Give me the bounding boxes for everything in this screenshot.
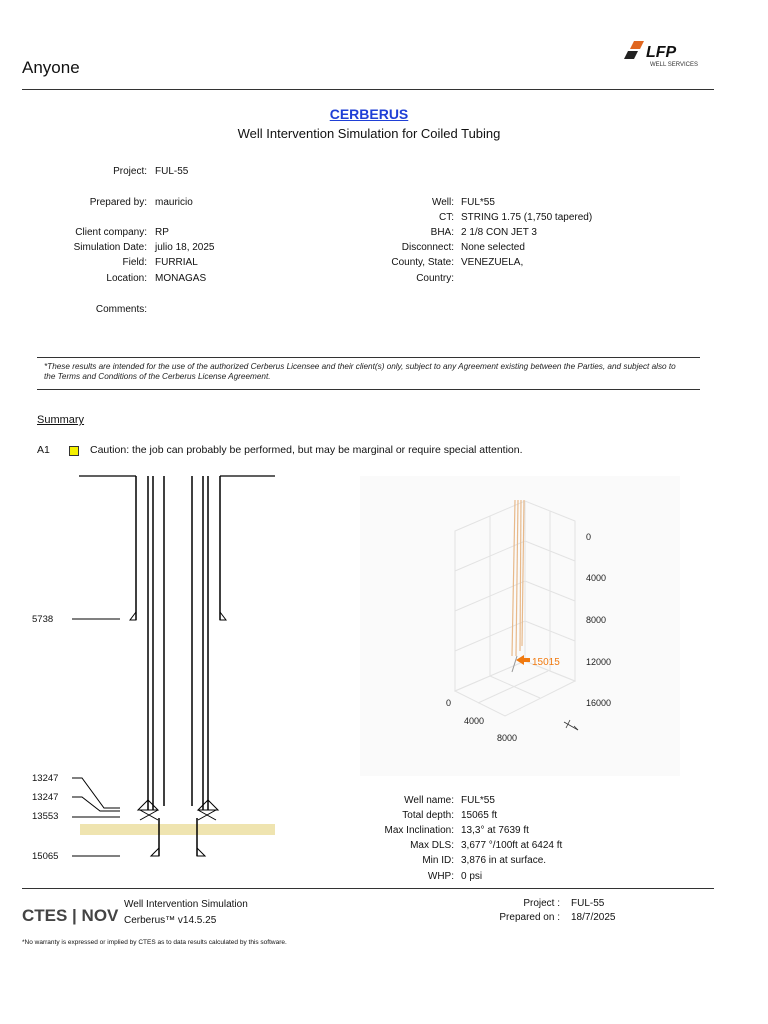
depth-axis-tick: 8000 [586, 615, 607, 625]
horiz-axis-tick: 0 [446, 698, 452, 708]
footer-title: Well Intervention Simulation [124, 899, 248, 910]
comments-label: Comments: [95, 304, 147, 315]
depth-axis-tick: 4000 [586, 573, 607, 583]
depth-marker-label: 15015 [532, 657, 560, 668]
simulation-date-label: Simulation Date: [73, 242, 147, 253]
whp-value: 0 psi [461, 871, 483, 882]
footer-prepared-label: Prepared on : [499, 912, 560, 923]
wellbore-schematic [30, 470, 290, 870]
summary-code: A1 [37, 444, 50, 456]
field-value: FURRIAL [155, 257, 198, 268]
footer-divider [22, 888, 714, 889]
app-name-link[interactable]: CERBERUS [329, 106, 409, 122]
lfp-logo [622, 33, 712, 73]
min-id-value: 3,876 in at surface. [461, 855, 547, 866]
well-value: FUL*55 [461, 197, 495, 208]
depth-label-liner-top: 5738 [32, 614, 54, 625]
project-label: Project: [113, 166, 147, 177]
disconnect-value: None selected [461, 242, 525, 253]
ctes-nov-logo: CTES | NOV [22, 906, 119, 925]
report-subtitle: Well Intervention Simulation for Coiled Tubing [237, 126, 501, 141]
prepared-by-value: mauricio [155, 197, 193, 208]
summary-message: Caution: the job can probably be performed, but may be marginal or require special attention. [90, 444, 523, 456]
horiz-axis-tick: 8000 [497, 733, 518, 743]
depth-axis-tick: 12000 [586, 657, 612, 667]
depth-label-packer-2: 13247 [32, 792, 59, 803]
county-state-label: County, State: [391, 257, 454, 268]
max-dls-label: Max DLS: [410, 840, 454, 851]
well-name-value: FUL*55 [461, 795, 495, 806]
field-label: Field: [122, 257, 147, 268]
whp-label: WHP: [427, 871, 454, 882]
max-dls-value: 3,677 °/100ft at 6424 ft [461, 840, 563, 851]
ct-label: CT: [439, 212, 454, 223]
client-company-value: RP [155, 227, 169, 238]
header-divider [22, 89, 714, 90]
well-name-label: Well name: [404, 795, 454, 806]
total-depth-value: 15065 ft [461, 810, 498, 821]
footer-project-value: FUL-55 [571, 898, 605, 909]
depth-label-packer-1: 13247 [32, 773, 59, 784]
trajectory-3d-plot[interactable] [360, 476, 680, 776]
depth-axis-tick: 16000 [586, 698, 612, 708]
disclaimer-top-rule [37, 357, 700, 358]
bha-label: BHA: [430, 227, 454, 238]
logo-text: LFP [646, 44, 677, 61]
simulation-date-value: julio 18, 2025 [155, 242, 215, 253]
logo-subtext: WELL SERVICES [650, 62, 699, 68]
warranty-note: *No warranty is expressed or implied by CTES as to data results calculated by this software. [22, 939, 287, 946]
license-disclaimer: *These results are intended for the use of the authorized Cerberus Licensee and their client(s) only, subject to any Agreement existing between the Parties, and subject also to the Terms and Conditions of the Cerberus License Agreement. [44, 362, 676, 381]
bha-value: 2 1/8 CON JET 3 [461, 227, 537, 238]
max-inclination-label: Max Inclination: [384, 825, 454, 836]
county-state-value: VENEZUELA, [461, 257, 524, 268]
country-label: Country: [416, 273, 454, 284]
horiz-axis-tick: 4000 [464, 716, 485, 726]
total-depth-label: Total depth: [402, 810, 454, 821]
disclaimer-bottom-rule [37, 389, 700, 390]
prepared-by-label: Prepared by: [89, 197, 147, 208]
depth-axis-tick: 0 [586, 532, 592, 542]
location-value: MONAGAS [155, 273, 207, 284]
summary-heading: Summary [37, 414, 85, 426]
footer-version: Cerberus™ v14.5.25 [124, 915, 217, 926]
client-company-label: Client company: [75, 227, 147, 238]
depth-label-perforations: 13553 [32, 811, 59, 822]
disconnect-label: Disconnect: [401, 242, 454, 253]
well-label: Well: [431, 197, 454, 208]
max-inclination-value: 13,3° at 7639 ft [461, 825, 529, 836]
footer-prepared-value: 18/7/2025 [571, 912, 616, 923]
min-id-label: Min ID: [422, 855, 454, 866]
project-value: FUL-55 [155, 166, 189, 177]
caution-status-badge [69, 446, 79, 456]
footer-project-label: Project : [523, 898, 560, 909]
report-owner-title: Anyone [22, 58, 80, 77]
depth-label-total-depth: 15065 [32, 851, 59, 862]
ct-value: STRING 1.75 (1,750 tapered) [461, 212, 593, 223]
location-label: Location: [106, 273, 147, 284]
